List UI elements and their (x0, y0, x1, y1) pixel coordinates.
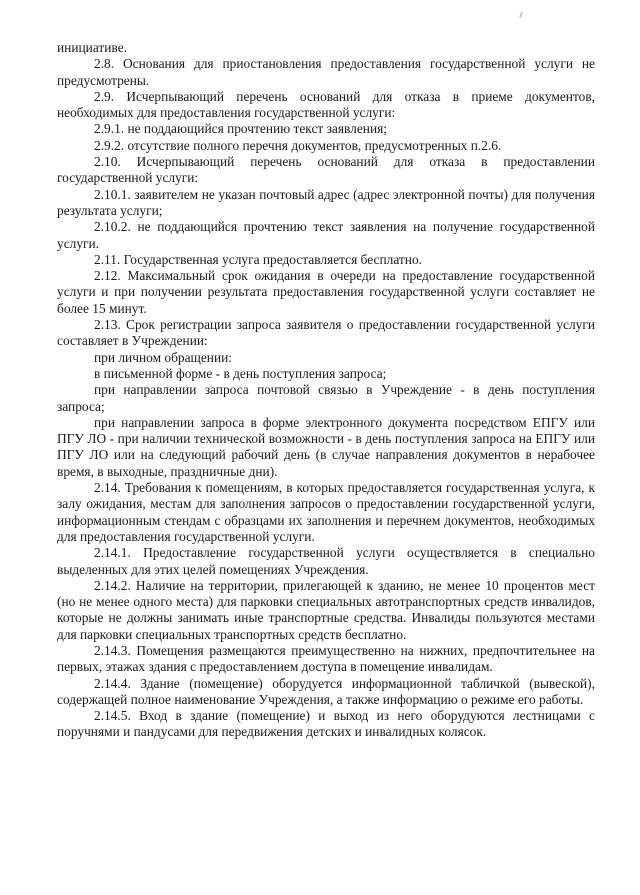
paragraph-2-14-1: 2.14.1. Предоставление государственной услуги осуществляется в специально выделенных для этих целей помещениях Учреждения. (57, 545, 595, 577)
paragraph-2-14-4: 2.14.4. Здание (помещение) оборудуется информационной табличкой (вывеской), содержащей полное наименование Учреждения, а также информацию о режиме его работы. (57, 675, 595, 707)
paragraph-2-10-2: 2.10.2. не поддающийся прочтению текст заявления на получение государственной услуги. (57, 219, 595, 251)
paragraph-2-14-2: 2.14.2. Наличие на территории, прилегающей к зданию, не менее 10 процентов мест (но не менее одного места) для парковки специальных автотранспортных средств инвалидов, которые не должны занимать иные транспортные средства. Инвалиды пользуются местами для парковки специальных транспортных средств бесплатно. (57, 577, 595, 642)
paragraph-2-14-3: 2.14.3. Помещения размещаются преимущественно на нижних, предпочтительнее на первых, этажах здания с предоставлением доступа в помещение инвалидам. (57, 642, 595, 675)
paragraph-electronic-request: при направлении запроса в форме электронного документа посредством ЕПГУ или ПГУ ЛО - при наличии технической возможности - в день поступления запроса на ЕПГУ или ПГУ ЛО или на следующий рабочий день (в случае направления документов в нерабочее время, в выходные, праздничные дни). (57, 414, 595, 479)
paragraph-written-form: в письменной форме - в день поступления запроса; (94, 365, 387, 381)
paragraph-personal-request: при личном обращении: (94, 349, 233, 365)
paragraph-2-10: 2.10. Исчерпывающий перечень оснований для отказа в предоставлении государственной услуги: (57, 154, 595, 186)
paragraph-2-11: 2.11. Государственная услуга предоставляется бесплатно. (94, 251, 422, 267)
paragraph-2-14-5: 2.14.5. Вход в здание (помещение) и выход из него оборудуются лестницами с поручнями и пандусами для передвижения детских и инвалидных колясок. (57, 708, 595, 740)
paragraph-2-13: 2.13. Срок регистрации запроса заявителя о предоставлении государственной услуги составляет в Учреждении: (57, 317, 595, 349)
paragraph-continuation: инициативе. (57, 40, 127, 55)
scan-speck (519, 12, 523, 18)
paragraph-postal-request: при направлении запроса почтовой связью в Учреждение - в день поступления запроса; (57, 382, 595, 414)
paragraph-2-8: 2.8. Основания для приостановления предоставления государственной услуги не предусмотрены. (57, 56, 595, 88)
paragraph-2-9-2: 2.9.2. отсутствие полного перечня документов, предусмотренных п.2.6. (94, 137, 502, 153)
document-page (57, 40, 595, 741)
paragraph-2-10-1: 2.10.1. заявителем не указан почтовый адрес (адрес электронной почты) для получения результата услуги; (57, 186, 595, 218)
paragraph-2-9: 2.9. Исчерпывающий перечень оснований для отказа в приеме документов, необходимых для предоставления государственной услуги: (57, 88, 595, 121)
paragraph-2-14: 2.14. Требования к помещениям, в которых предоставляется государственная услуга, к залу ожидания, местам для заполнения запросов о предоставлении государственной услуги, информационным стендам с образцами их заполнения и перечнем документов, необходимых для предоставления государственной услуги. (57, 480, 595, 544)
paragraph-2-9-1: 2.9.1. не поддающийся прочтению текст заявления; (94, 121, 387, 137)
paragraph-2-12: 2.12. Максимальный срок ожидания в очереди на предоставление государственной услуги и при получении результата предоставления государственной услуги составляет не более 15 минут. (57, 268, 595, 316)
